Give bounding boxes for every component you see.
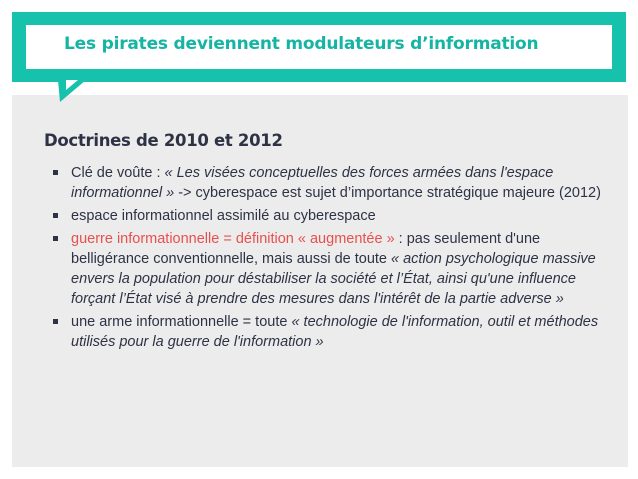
list-item <box>48 163 608 203</box>
bullet-square-icon <box>53 213 58 218</box>
list-item <box>48 229 608 309</box>
bullet-quote: « technologie de l'information, outil et méthodes utilisés pour la guerre de l'information » <box>71 314 599 350</box>
list-item <box>48 206 608 226</box>
bullet-text: espace informationnel assimilé au cyberespace <box>71 208 376 224</box>
bullet-highlight: guerre informationnelle = définition « augmentée » <box>71 231 395 247</box>
list-item <box>48 312 608 352</box>
bullet-square-icon <box>53 170 58 175</box>
bullet-quote: « Les visées conceptuelles des forces armées dans l'espace informationnel » <box>71 165 554 201</box>
bullet-prefix: une arme informationnelle = toute <box>71 314 292 330</box>
section-heading: Doctrines de 2010 et 2012 <box>44 131 283 150</box>
bullet-middle: : pas seulement d'une belligérance conventionnelle, mais aussi de toute <box>71 231 541 267</box>
bullet-prefix: Clé de voûte : <box>71 165 165 181</box>
bullet-square-icon <box>53 236 58 241</box>
speech-pointer-icon <box>58 80 86 102</box>
bullet-quote: « action psychologique massive envers la population pour déstabiliser la société et l’État, ainsi qu'une influence forçant l’État visé à prendre des mesures dans l'intérêt de la partie adverse » <box>71 251 596 307</box>
bullet-list <box>48 163 608 355</box>
slide-title: Les pirates deviennent modulateurs d’information <box>64 34 539 54</box>
bullet-square-icon <box>53 319 58 324</box>
bullet-suffix: -> cyberespace est sujet d’importance stratégique majeure (2012) <box>174 185 601 201</box>
